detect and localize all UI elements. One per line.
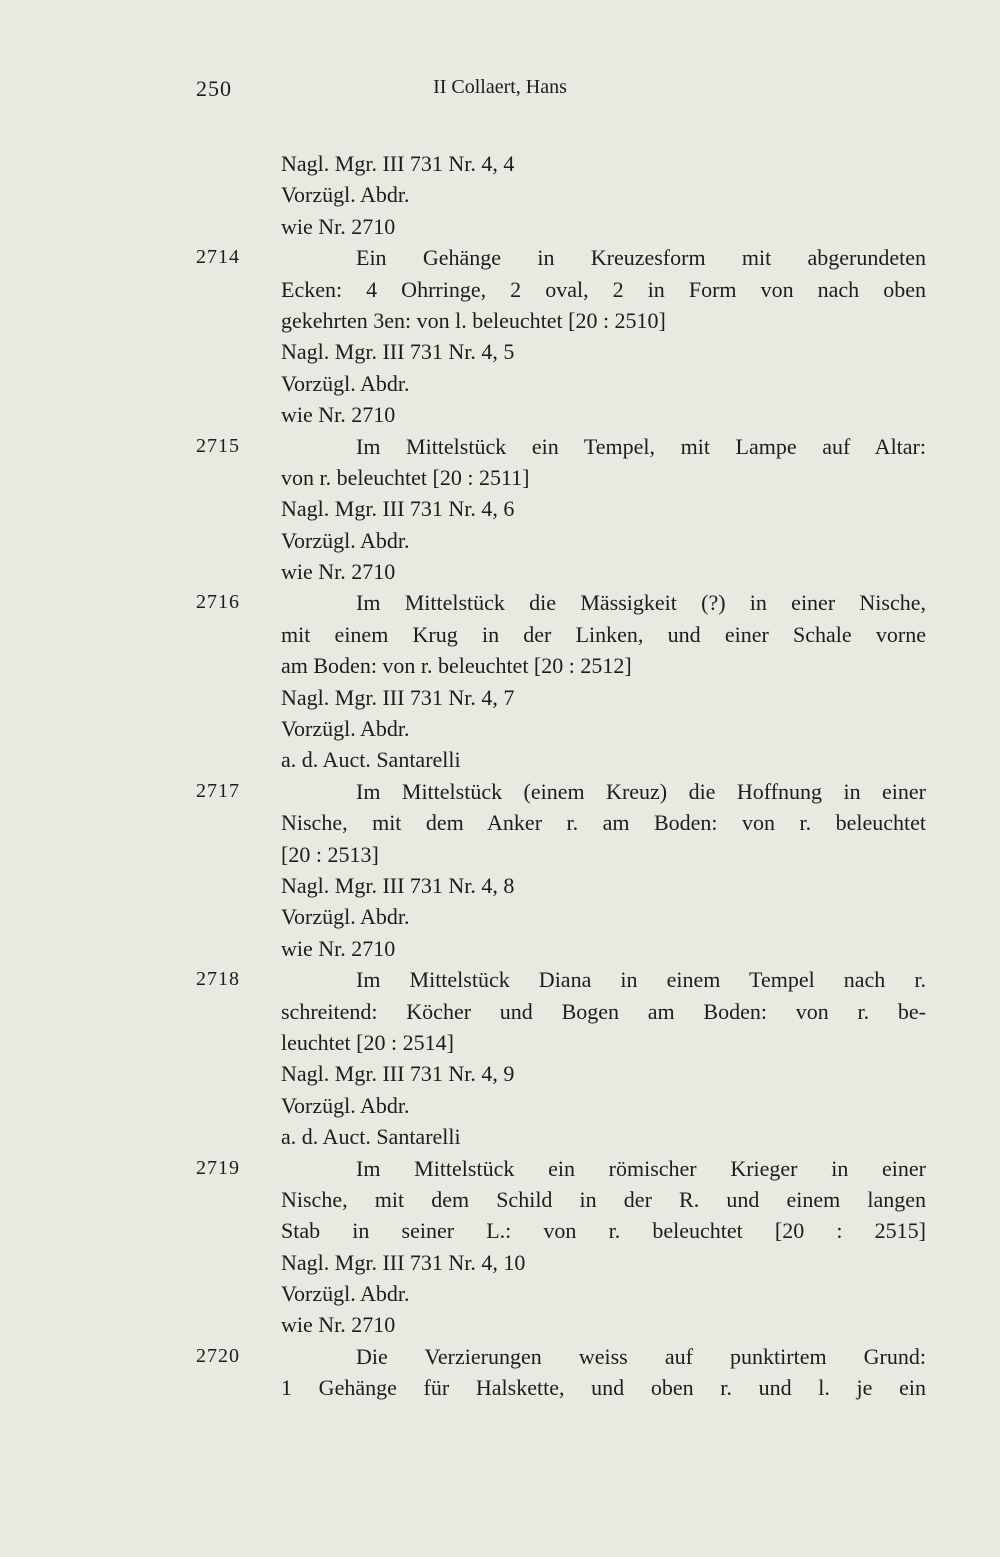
text-line: Stab in seiner L.: von r. beleuchtet [20 : 2515]: [281, 1218, 926, 1244]
text-line: Vorzügl. Abdr.: [281, 370, 410, 396]
text-line: Nische, mit dem Schild in der R. und einem langen: [281, 1186, 926, 1212]
text-line: a. d. Auct. Santarelli: [281, 747, 461, 773]
text-line: leuchtet [20 : 2514]: [281, 1029, 454, 1055]
entry-number: 2717: [196, 779, 240, 802]
text-line: Nagl. Mgr. III 731 Nr. 4, 5: [281, 339, 515, 365]
text-line: wie Nr. 2710: [281, 1312, 396, 1338]
text-line: von r. beleuchtet [20 : 2511]: [281, 464, 530, 490]
entry-number: 2715: [196, 434, 240, 457]
text-line: schreitend: Köcher und Bogen am Boden: von r. be-: [281, 998, 926, 1024]
text-line: a. d. Auct. Santarelli: [281, 1124, 461, 1150]
entry-first-line: 2718 Im Mittelstück Diana in einem Tempel nach r.: [0, 964, 1000, 995]
entry-first-line: 2717 Im Mittelstück (einem Kreuz) die Hoffnung in einer: [0, 776, 1000, 807]
entry-first-line: 2719 Im Mittelstück ein römischer Krieger in einer: [0, 1153, 1000, 1184]
text-line: wie Nr. 2710: [281, 935, 396, 961]
page-number: 250: [196, 76, 232, 101]
text-line: Vorzügl. Abdr.: [281, 716, 410, 742]
text-line: Nagl. Mgr. III 731 Nr. 4, 10: [281, 1249, 526, 1275]
text-line: Ecken: 4 Ohrringe, 2 oval, 2 in Form von nach oben: [281, 276, 926, 302]
text-line: Vorzügl. Abdr.: [281, 527, 410, 553]
text-line: Nische, mit dem Anker r. am Boden: von r. beleuchtet: [281, 810, 926, 836]
entry-first-line: 2716 Im Mittelstück die Mässigkeit (?) in einer Nische,: [0, 587, 1000, 618]
text-line: Nagl. Mgr. III 731 Nr. 4, 9: [281, 1061, 515, 1087]
entry-number: 2716: [196, 591, 240, 614]
text-line: Nagl. Mgr. III 731 Nr. 4, 6: [281, 496, 515, 522]
text-line: Vorzügl. Abdr.: [281, 1092, 410, 1118]
entry-first-line: 2714 Ein Gehänge in Kreuzesform mit abgerundeten: [0, 242, 1000, 273]
running-head: II Collaert, Hans: [433, 76, 567, 98]
text-line: mit einem Krug in der Linken, und einer Schale vorne: [281, 621, 926, 647]
text-line: [20 : 2513]: [281, 841, 379, 867]
entry-first-line: 2715 Im Mittelstück ein Tempel, mit Lampe auf Altar:: [0, 431, 1000, 462]
text-line: Nagl. Mgr. III 731 Nr. 4, 7: [281, 684, 515, 710]
catalogue-entries: [0, 148, 1000, 1404]
entry-first-line: 2720 Die Verzierungen weiss auf punktirtem Grund:: [0, 1341, 1000, 1372]
entry-number: 2714: [196, 246, 240, 269]
text-line: Vorzügl. Abdr.: [281, 1281, 410, 1307]
text-line: wie Nr. 2710: [281, 559, 396, 585]
text-line: Nagl. Mgr. III 731 Nr. 4, 8: [281, 872, 515, 898]
text-line: wie Nr. 2710: [281, 402, 396, 428]
text-line: Vorzügl. Abdr.: [281, 182, 410, 208]
text-line: gekehrten 3en: von l. beleuchtet [20 : 2510]: [281, 307, 666, 333]
text-line: wie Nr. 2710: [281, 213, 396, 239]
text-line: Vorzügl. Abdr.: [281, 904, 410, 930]
entry-number: 2720: [196, 1344, 240, 1367]
entry-number: 2719: [196, 1156, 240, 1179]
text-line: am Boden: von r. beleuchtet [20 : 2512]: [281, 653, 632, 679]
text-line: 1 Gehänge für Halskette, und oben r. und l. je ein: [281, 1375, 926, 1401]
text-line: Nagl. Mgr. III 731 Nr. 4, 4: [281, 151, 515, 176]
entry-number: 2718: [196, 968, 240, 991]
